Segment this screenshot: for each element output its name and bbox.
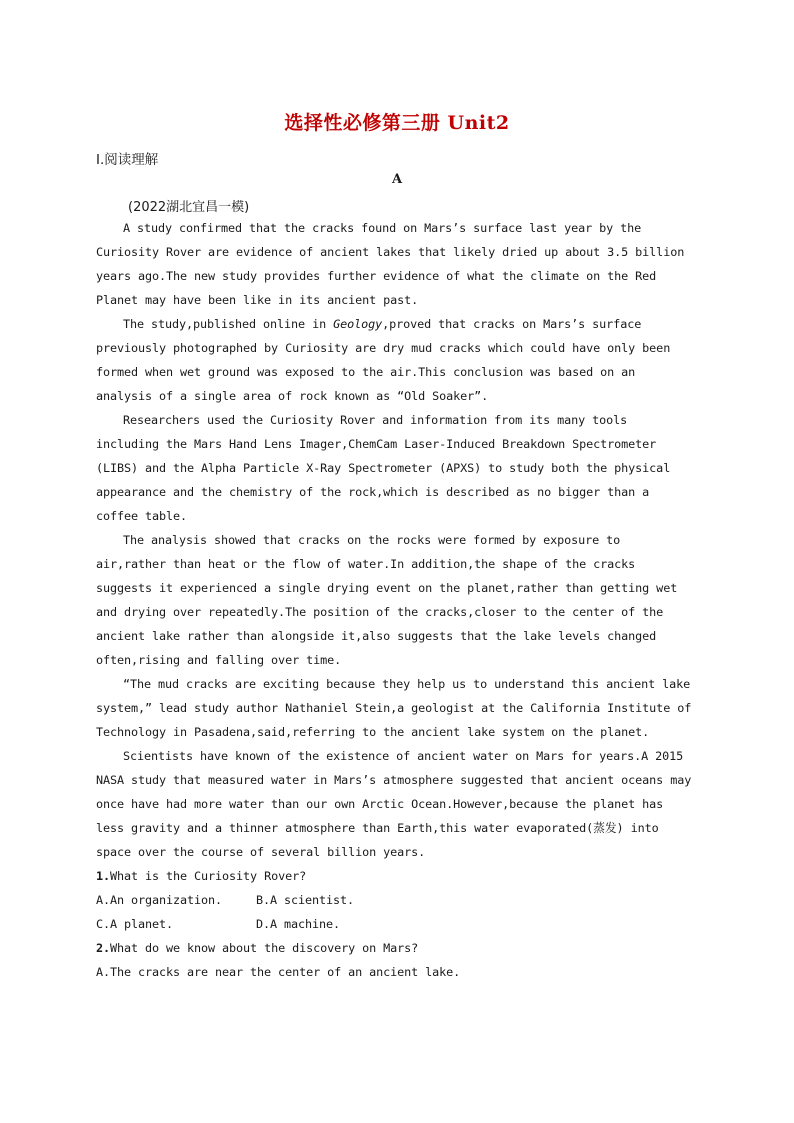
question-text: What do we know about the discovery on Mars? bbox=[110, 941, 419, 955]
question-number: 2. bbox=[96, 941, 111, 955]
options-row-3 bbox=[96, 960, 696, 984]
journal-name: Geology bbox=[333, 317, 383, 331]
question-2 bbox=[96, 936, 696, 960]
page-title: 选择性必修第三册 Unit2 bbox=[284, 112, 510, 134]
option-b: B.A scientist. bbox=[256, 893, 355, 907]
section-heading: Ⅰ.阅读理解 bbox=[96, 152, 159, 168]
passage-source: (2022湖北宜昌一模) bbox=[128, 200, 250, 215]
option-a: A.An organization. bbox=[96, 893, 223, 907]
paragraph-1: A study confirmed that the cracks found on Mars’s surface last year by the Curiosity Rover are evidence of ancient lakes that likely dried up about 3.5 billion years ago.The new study provides further evidence of what the climate on the Red Planet may have been like in its ancient past. bbox=[96, 221, 685, 307]
paragraph-3: Researchers used the Curiosity Rover and information from its many tools including the Mars Hand Lens Imager,ChemCam Laser-Induced Breakdown Spectrometer (LIBS) and the Alpha Particle X-Ray Spectrometer (APXS) to study both the physical appearance and the chemistry of the rock,which is described as no bigger than a coffee table. bbox=[96, 413, 671, 523]
question-number: 1. bbox=[96, 869, 111, 883]
paragraph-4: The analysis showed that cracks on the rocks were formed by exposure to air,rather than heat or the flow of water.In addition,the shape of the cracks suggests it experienced a single drying event on the planet,rather than getting wet and drying over repeatedly.The position of the cracks,closer to the center of the ancient lake rather than alongside it,also suggests that the lake levels changed often,rising and falling over time. bbox=[96, 533, 678, 667]
option-d: D.A machine. bbox=[256, 917, 341, 931]
option-c: C.A planet. bbox=[96, 917, 174, 931]
passage-letter: A bbox=[391, 172, 403, 187]
paragraph-2 bbox=[96, 312, 696, 408]
question-1 bbox=[96, 864, 696, 888]
options-row-1 bbox=[96, 888, 696, 912]
paragraph-6: Scientists have known of the existence of ancient water on Mars for years.A 2015 NASA study that measured water in Mars’s atmosphere suggested that ancient oceans may once have had more water than our own Arctic Ocean.However,because the planet has less gravity and a thinner atmosphere than Earth,this water evaporated(蒸发) into space over the course of several billion years. bbox=[96, 749, 692, 859]
paragraph-5: “The mud cracks are exciting because they help us to understand this ancient lake system,” lead study author Nathaniel Stein,a geologist at the California Institute of Technology in Pasadena,said,referring to the ancient lake system on the planet. bbox=[96, 677, 692, 739]
passage-body bbox=[96, 216, 696, 984]
paragraph-2-text-b: ,proved that cracks on Mars’s surface previously photographed by Curiosity are dry mud cracks which could have only been formed when wet ground was exposed to the air.This conclusion was based on an analysis of a single area of rock known as “Old Soaker”. bbox=[96, 317, 671, 403]
question-text: What is the Curiosity Rover? bbox=[110, 869, 307, 883]
paragraph-2-text-a: The study,published online in bbox=[123, 317, 334, 331]
option-a: A.The cracks are near the center of an ancient lake. bbox=[96, 965, 461, 979]
options-row-2 bbox=[96, 912, 696, 936]
